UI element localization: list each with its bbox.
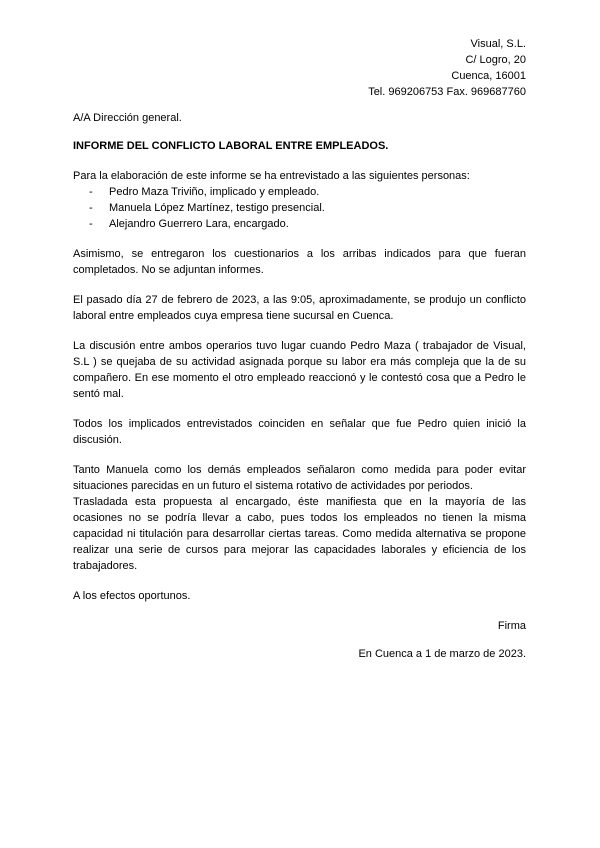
proposal-paragraph: Trasladada esta propuesta al encargado, éste manifiesta que en la mayoría de las ocasiones no se podría llevar a cabo, pues todos los empleados no tienen la misma capacidad ni titulación para desarrollar ciertas tareas. Como medida alternativa se propone realizar una serie de cursos para mejorar las capacidades laborales y eficiencia de los trabajadores. [73,496,526,572]
sender-company: Visual, S.L. [470,38,526,50]
discussion-paragraph: La discusión entre ambos operarios tuvo lugar cuando Pedro Maza ( trabajador de Visual, S.L ) se quejaba de su actividad asignada porque su labor era más compleja que la de su compañero. En ese momento el otro empleado reaccionó y le contestó cosa que a Pedro le sentó mal. [73,340,526,400]
person-entry: Manuela López Martínez, testigo presencial. [109,202,325,214]
incident-paragraph: El pasado día 27 de febrero de 2023, a las 9:05, aproximadamente, se produjo un conflicto laboral entre empleados cuya empresa tiene sucursal en Cuenca. [73,294,526,322]
signature-label: Firma [497,620,526,632]
measure-paragraph: Tanto Manuela como los demás empleados señalaron como medida para poder evitar situaciones parecidas en un futuro el sistema rotativo de actividades por periodos. [73,464,526,492]
interviewed-list [73,184,526,232]
bullet-dash: - [89,186,93,198]
intro-paragraph: Para la elaboración de este informe se ha entrevistado a las siguientes personas: [73,170,470,182]
closing-line: A los efectos oportunos. [73,590,191,602]
sender-address-block [368,36,526,100]
list-item [89,216,526,232]
sender-street: C/ Logro, 20 [465,54,526,66]
bullet-dash: - [89,202,93,214]
list-item [89,184,526,200]
bullet-dash: - [89,218,93,230]
list-item [89,200,526,216]
sender-contact: Tel. 969206753 Fax. 969687760 [368,86,526,98]
recipient-line: A/A Dirección general. [73,112,182,124]
person-entry: Alejandro Guerrero Lara, encargado. [109,218,289,230]
questionnaires-paragraph: Asimismo, se entregaron los cuestionarios a los arribas indicados para que fueran completados. No se adjuntan informes. [73,248,526,276]
date-line: En Cuenca a 1 de marzo de 2023. [358,648,526,660]
sender-city: Cuenca, 16001 [451,70,526,82]
agreement-paragraph: Todos los implicados entrevistados coinciden en señalar que fue Pedro quien inició la discusión. [73,418,526,446]
person-entry: Pedro Maza Triviño, implicado y empleado. [109,186,320,198]
report-title: INFORME DEL CONFLICTO LABORAL ENTRE EMPLEADOS. [73,140,389,152]
letter-body [73,110,526,662]
